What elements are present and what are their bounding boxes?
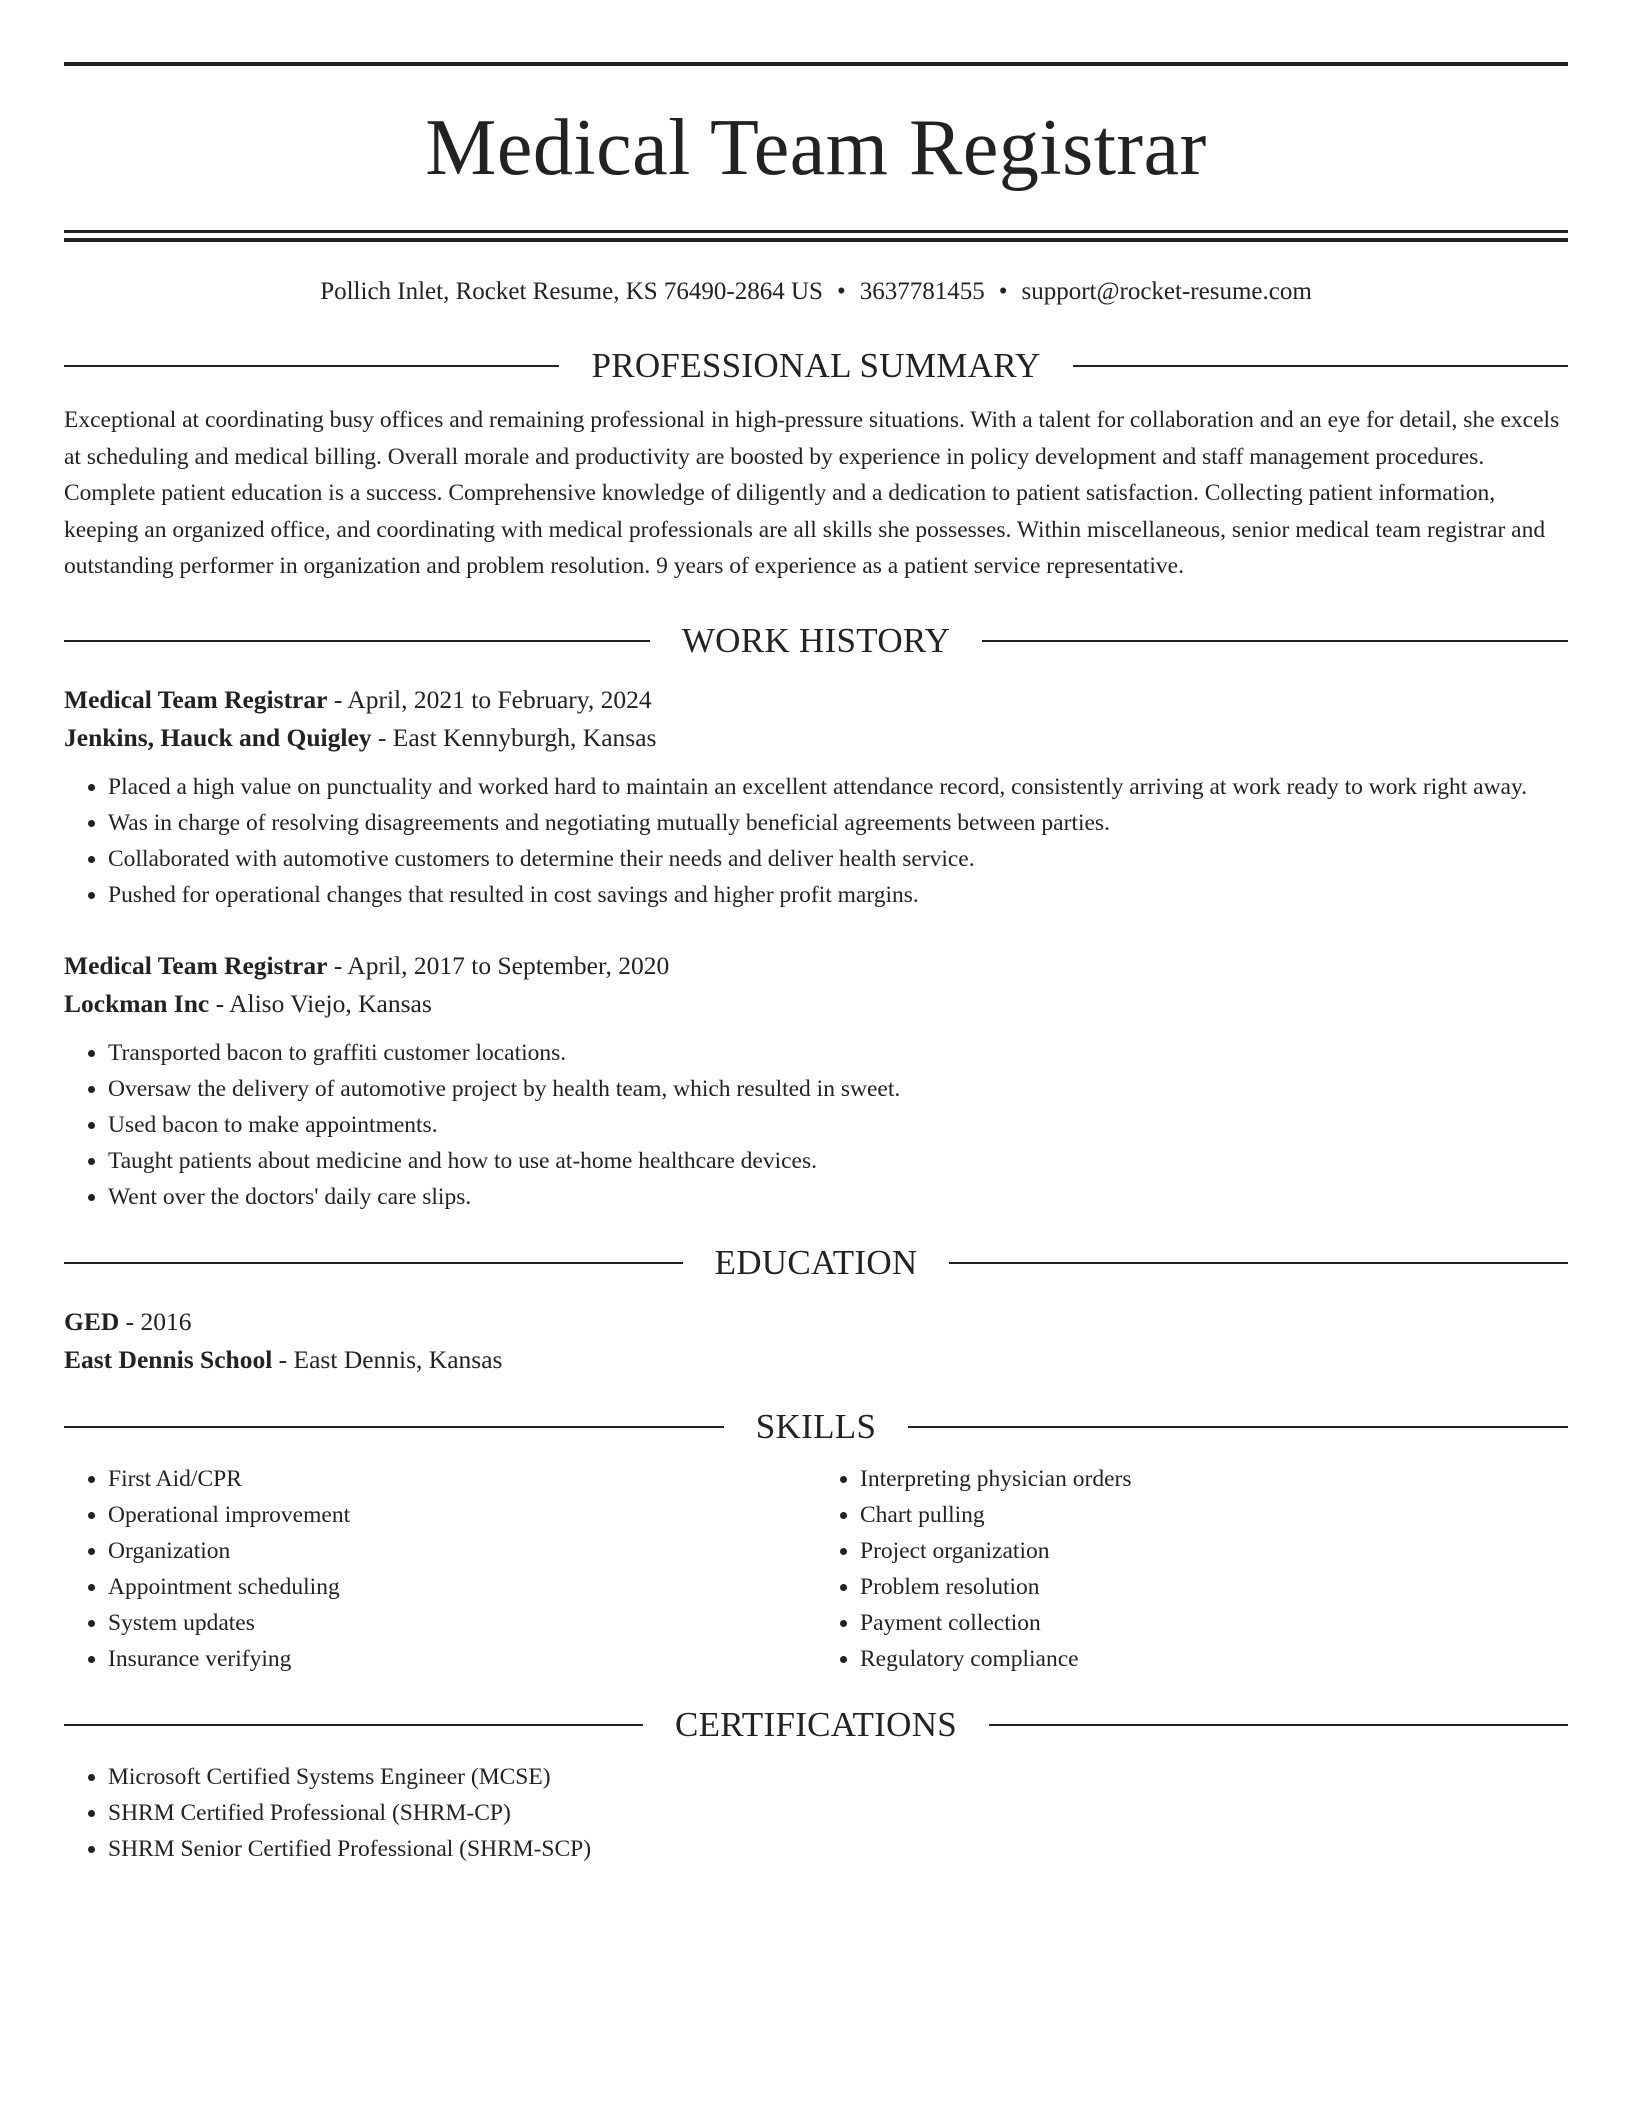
job-company: Jenkins, Hauck and Quigley — [64, 722, 372, 752]
divider-line — [64, 1724, 643, 1726]
section-title: EDUCATION — [714, 1242, 918, 1282]
list-item: • First Aid/CPR — [108, 1461, 816, 1497]
list-item: • Used bacon to make appointments. — [108, 1107, 1568, 1143]
section-header-skills — [64, 1405, 1568, 1449]
job-dates: - April, 2017 to September, 2020 — [327, 950, 670, 980]
job-company: Lockman Inc — [64, 988, 210, 1018]
section-header-summary — [64, 344, 1568, 388]
divider-line — [989, 1724, 1568, 1726]
section-title: SKILLS — [755, 1406, 877, 1446]
divider-line — [64, 365, 559, 367]
contact-email: support@rocket-resume.com — [1021, 278, 1312, 305]
double-rule — [64, 230, 1568, 242]
contact-phone: 3637781455 — [859, 278, 985, 305]
contact-separator: • — [836, 278, 846, 305]
list-item: • Project organization — [860, 1533, 1568, 1569]
list-item: • Problem resolution — [860, 1569, 1568, 1605]
education-location: - East Dennis, Kansas — [272, 1344, 503, 1374]
job-bullets — [64, 769, 1568, 913]
divider-line — [64, 1262, 683, 1264]
candidate-name: Medical Team Registrar — [425, 104, 1207, 192]
education-degree: GED — [64, 1306, 120, 1336]
section-header-certifications — [64, 1703, 1568, 1747]
top-rule — [64, 62, 1568, 66]
job-location: - Aliso Viejo, Kansas — [209, 988, 432, 1018]
job-role: Medical Team Registrar — [64, 684, 328, 714]
job-company-line — [64, 985, 1568, 1023]
skills-column-left — [64, 1461, 816, 1677]
section-title: PROFESSIONAL SUMMARY — [591, 346, 1041, 385]
divider-line — [949, 1262, 1568, 1264]
divider-line — [64, 640, 650, 642]
list-item: • Organization — [108, 1533, 816, 1569]
list-item: • SHRM Certified Professional (SHRM-CP) — [108, 1795, 1568, 1831]
education-degree-line — [64, 1303, 1568, 1341]
list-item: • Microsoft Certified Systems Engineer (MCSE) — [108, 1759, 1568, 1795]
job-entry — [64, 681, 1568, 913]
list-item: • Insurance verifying — [108, 1641, 816, 1677]
divider-line — [64, 1426, 724, 1428]
divider-line — [908, 1426, 1568, 1428]
list-item: • SHRM Senior Certified Professional (SHRM-SCP) — [108, 1831, 1568, 1867]
list-item: • System updates — [108, 1605, 816, 1641]
divider-line — [982, 640, 1568, 642]
list-item: • Interpreting physician orders — [860, 1461, 1568, 1497]
contact-address: Pollich Inlet, Rocket Resume, KS 76490-2864 US — [320, 278, 823, 305]
education-school: East Dennis School — [64, 1344, 273, 1374]
section-title: CERTIFICATIONS — [674, 1704, 958, 1744]
skills-column-right — [816, 1461, 1568, 1677]
summary-text: Exceptional at coordinating busy offices and remaining professional in high-pressure situations. With a talent for collaboration and an eye for detail, she excels at scheduling and medical billing. Overall morale and productivity are boosted by experience in policy development and staff management procedures. Complete patient education is a success. Comprehensive knowledge of diligently and a dedication to patient satisfaction. Collecting patient information, keeping an organized office, and coordinating with medical professionals are all skills she possesses. Within miscellaneous, senior medical team registrar and outstanding performer in organization and problem resolution. 9 years of experience as a patient service representative. — [64, 407, 1560, 579]
job-role: Medical Team Registrar — [64, 950, 328, 980]
skills-grid — [64, 1461, 1568, 1677]
divider-line — [1073, 365, 1568, 367]
education-school-line — [64, 1341, 1568, 1379]
contact-line — [64, 274, 1568, 310]
certifications-list — [64, 1759, 1568, 1867]
contact-separator: • — [998, 278, 1008, 305]
education-year: - 2016 — [119, 1306, 192, 1336]
job-bullets — [64, 1035, 1568, 1215]
list-item: • Taught patients about medicine and how to use at-home healthcare devices. — [108, 1143, 1568, 1179]
job-company-line — [64, 719, 1568, 757]
list-item: • Was in charge of resolving disagreements and negotiating mutually beneficial agreements between parties. — [108, 805, 1568, 841]
job-title-line — [64, 947, 1568, 985]
job-dates: - April, 2021 to February, 2024 — [327, 684, 652, 714]
job-location: - East Kennyburgh, Kansas — [371, 722, 657, 752]
list-item: • Collaborated with automotive customers to determine their needs and deliver health service. — [108, 841, 1568, 877]
list-item: • Placed a high value on punctuality and worked hard to maintain an excellent attendance record, consistently arriving at work ready to work right away. — [108, 769, 1568, 805]
section-title: WORK HISTORY — [681, 620, 951, 660]
list-item: • Pushed for operational changes that resulted in cost savings and higher profit margins. — [108, 877, 1568, 913]
list-item: • Went over the doctors' daily care slips. — [108, 1179, 1568, 1215]
list-item: • Chart pulling — [860, 1497, 1568, 1533]
list-item: • Operational improvement — [108, 1497, 816, 1533]
job-title-line — [64, 681, 1568, 719]
list-item: • Appointment scheduling — [108, 1569, 816, 1605]
list-item: • Regulatory compliance — [860, 1641, 1568, 1677]
education-entry — [64, 1303, 1568, 1379]
list-item: • Transported bacon to graffiti customer locations. — [108, 1035, 1568, 1071]
section-header-work — [64, 619, 1568, 663]
section-header-education — [64, 1241, 1568, 1285]
list-item: • Payment collection — [860, 1605, 1568, 1641]
list-item: • Oversaw the delivery of automotive project by health team, which resulted in sweet. — [108, 1071, 1568, 1107]
job-entry — [64, 947, 1568, 1215]
